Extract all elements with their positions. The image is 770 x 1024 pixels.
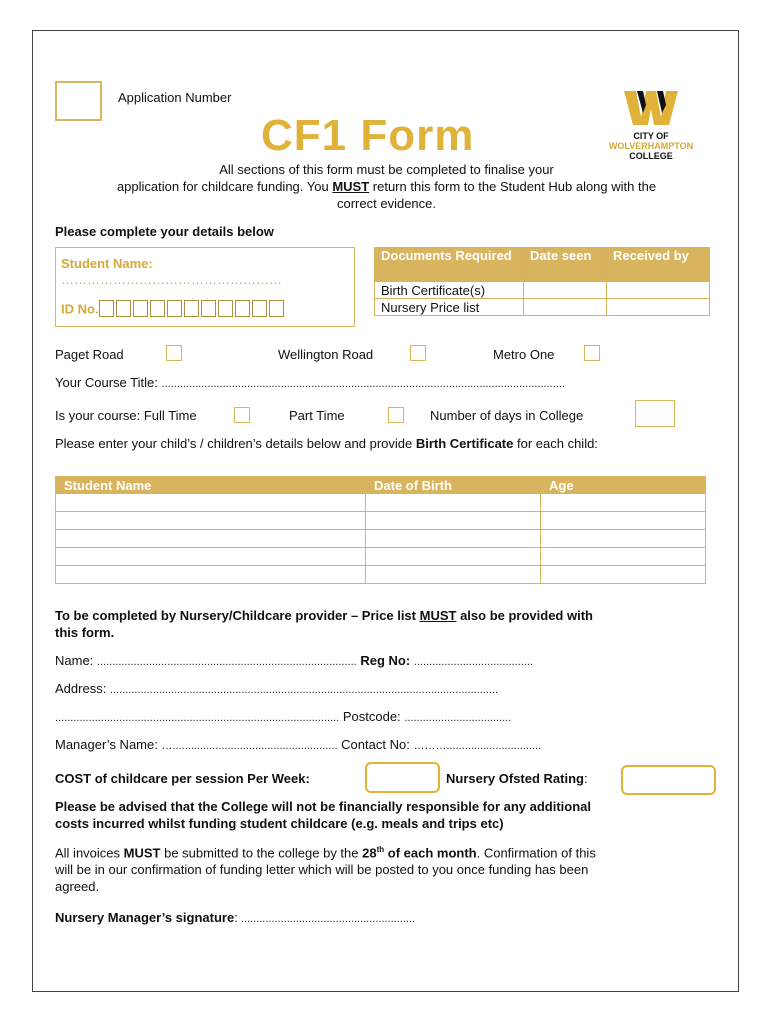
campus-paget-checkbox[interactable] <box>166 345 182 361</box>
child-name-cell[interactable] <box>56 548 366 566</box>
application-number-box[interactable] <box>55 81 102 121</box>
days-in-college-input[interactable] <box>635 400 675 427</box>
children-instruction: Please enter your child’s / children’s details below and provide Birth Certificate for each child: <box>55 436 598 451</box>
child-dob-cell[interactable] <box>366 548 541 566</box>
received-by-cell[interactable] <box>607 282 710 299</box>
id-number-label: ID No. <box>61 301 99 317</box>
document-price-list: Nursery Price list <box>375 299 524 316</box>
campus-wellington-label: Wellington Road <box>278 347 374 362</box>
reg-no-field[interactable]: ....................................... <box>413 656 533 668</box>
id-digit-cell[interactable] <box>99 300 114 317</box>
child-dob-cell[interactable] <box>366 530 541 548</box>
logo-text-line1: CITY OF <box>633 131 669 141</box>
date-seen-cell[interactable] <box>524 282 607 299</box>
child-name-cell[interactable] <box>56 512 366 530</box>
reg-no-label: Reg No: <box>360 653 411 668</box>
postcode-label: Postcode: <box>342 709 401 724</box>
logo-text-line3: COLLEGE <box>629 151 673 161</box>
advice-text: Please be advised that the College will not be financially responsible for any additional costs incurred whilst funding student childcare (e.g. meals and trips etc) <box>55 799 592 831</box>
form-page <box>32 30 739 992</box>
child-row <box>56 530 706 548</box>
intro-line-2: application for childcare funding. You MUST return this form to the Student Hub along with the <box>116 179 657 194</box>
child-name-cell[interactable] <box>56 494 366 512</box>
id-digit-cell[interactable] <box>235 300 250 317</box>
ofsted-label: Nursery Ofsted Rating: <box>446 771 588 786</box>
student-details-box <box>55 247 355 327</box>
date-seen-cell[interactable] <box>524 299 607 316</box>
intro-text <box>33 161 740 212</box>
postcode-field[interactable]: ................................... <box>404 712 512 724</box>
id-digit-cell[interactable] <box>167 300 182 317</box>
child-dob-cell[interactable] <box>366 512 541 530</box>
document-birth-certificate: Birth Certificate(s) <box>375 282 524 299</box>
campus-paget-label: Paget Road <box>55 347 124 362</box>
signature-label: Nursery Manager’s signature <box>55 910 235 925</box>
child-row <box>56 548 706 566</box>
signature-row: Nursery Manager’s signature: ......................................................... <box>55 910 416 925</box>
child-age-cell[interactable] <box>541 530 706 548</box>
date-seen-header: Date seen <box>524 248 607 282</box>
documents-table <box>374 247 710 316</box>
w-logo-icon <box>624 91 678 125</box>
college-logo <box>606 91 696 166</box>
full-time-checkbox[interactable] <box>234 407 250 423</box>
address-field[interactable]: ............................................................................................................................... <box>109 684 499 696</box>
details-heading: Please complete your details below <box>55 224 274 239</box>
id-digit-cell[interactable] <box>150 300 165 317</box>
course-title-row <box>55 375 565 390</box>
logo-text-line2: WOLVERHAMPTON <box>608 141 694 151</box>
child-age-cell[interactable] <box>541 494 706 512</box>
days-in-college-label: Number of days in College <box>430 408 584 423</box>
contact-no-label: Contact No: <box>341 737 410 752</box>
child-row <box>56 512 706 530</box>
id-digit-cell[interactable] <box>116 300 131 317</box>
provider-name-label: Name: <box>55 653 94 668</box>
id-digit-cell[interactable] <box>252 300 267 317</box>
part-time-checkbox[interactable] <box>388 407 404 423</box>
address2-row <box>55 709 511 724</box>
application-number-label: Application Number <box>118 90 232 105</box>
invoice-text: All invoices MUST be submitted to the college by the 28th of each month. Confirmation of this will be in our confirmation of funding letter which will be posted to you once funding has been agreed. <box>55 845 596 895</box>
form-title: CF1 Form <box>261 111 475 160</box>
child-name-cell[interactable] <box>56 530 366 548</box>
received-by-cell[interactable] <box>607 299 710 316</box>
id-digit-cell[interactable] <box>201 300 216 317</box>
part-time-label: Part Time <box>289 408 345 423</box>
child-dob-cell[interactable] <box>366 566 541 584</box>
contact-no-field[interactable]: ………............................... <box>413 740 542 752</box>
manager-row <box>55 737 541 752</box>
intro-line-1: All sections of this form must be completed to finalise your <box>219 162 554 177</box>
address-row <box>55 681 498 696</box>
manager-name-label: Manager’s Name: <box>55 737 158 752</box>
campus-metro-checkbox[interactable] <box>584 345 600 361</box>
child-row <box>56 566 706 584</box>
campus-wellington-checkbox[interactable] <box>410 345 426 361</box>
provider-name-field[interactable]: ..................................................................................... <box>96 656 357 668</box>
provider-heading: To be completed by Nursery/Childcare provider – Price list MUST also be provided with this form. <box>55 608 593 640</box>
course-title-field[interactable]: .................................................................................................................................... <box>161 378 565 390</box>
id-digit-cell[interactable] <box>133 300 148 317</box>
child-age-cell[interactable] <box>541 566 706 584</box>
child-name-header: Student Name <box>56 477 366 494</box>
id-number-cells[interactable] <box>99 300 286 317</box>
child-row <box>56 494 706 512</box>
cost-input[interactable] <box>365 762 440 793</box>
campus-paget <box>55 347 124 362</box>
manager-name-field[interactable]: …...................................................... <box>161 740 338 752</box>
child-name-cell[interactable] <box>56 566 366 584</box>
course-title-label: Your Course Title: <box>55 375 158 390</box>
cost-label: COST of childcare per session Per Week: <box>55 771 310 786</box>
address-label: Address: <box>55 681 107 696</box>
child-age-cell[interactable] <box>541 512 706 530</box>
id-digit-cell[interactable] <box>218 300 233 317</box>
id-digit-cell[interactable] <box>184 300 199 317</box>
documents-header: Documents Required <box>375 248 524 282</box>
id-number-row <box>61 300 286 318</box>
signature-field[interactable]: ......................................................... <box>237 913 416 925</box>
received-by-header: Received by <box>607 248 710 282</box>
student-name-label: Student Name: <box>61 256 153 271</box>
children-table <box>55 476 706 584</box>
address2-field[interactable]: ............................................................................................. <box>55 712 340 724</box>
ofsted-input[interactable] <box>621 765 716 795</box>
child-dob-cell[interactable] <box>366 494 541 512</box>
course-type-label: Is your course: Full Time <box>55 408 197 423</box>
campus-metro-label: Metro One <box>493 347 555 362</box>
id-digit-cell[interactable] <box>269 300 284 317</box>
child-dob-header: Date of Birth <box>366 477 541 494</box>
student-name-field[interactable]: …………………………………………… <box>61 272 282 287</box>
intro-line-3: correct evidence. <box>337 196 436 211</box>
child-age-cell[interactable] <box>541 548 706 566</box>
child-age-header: Age <box>541 477 706 494</box>
provider-name-row <box>55 653 533 668</box>
